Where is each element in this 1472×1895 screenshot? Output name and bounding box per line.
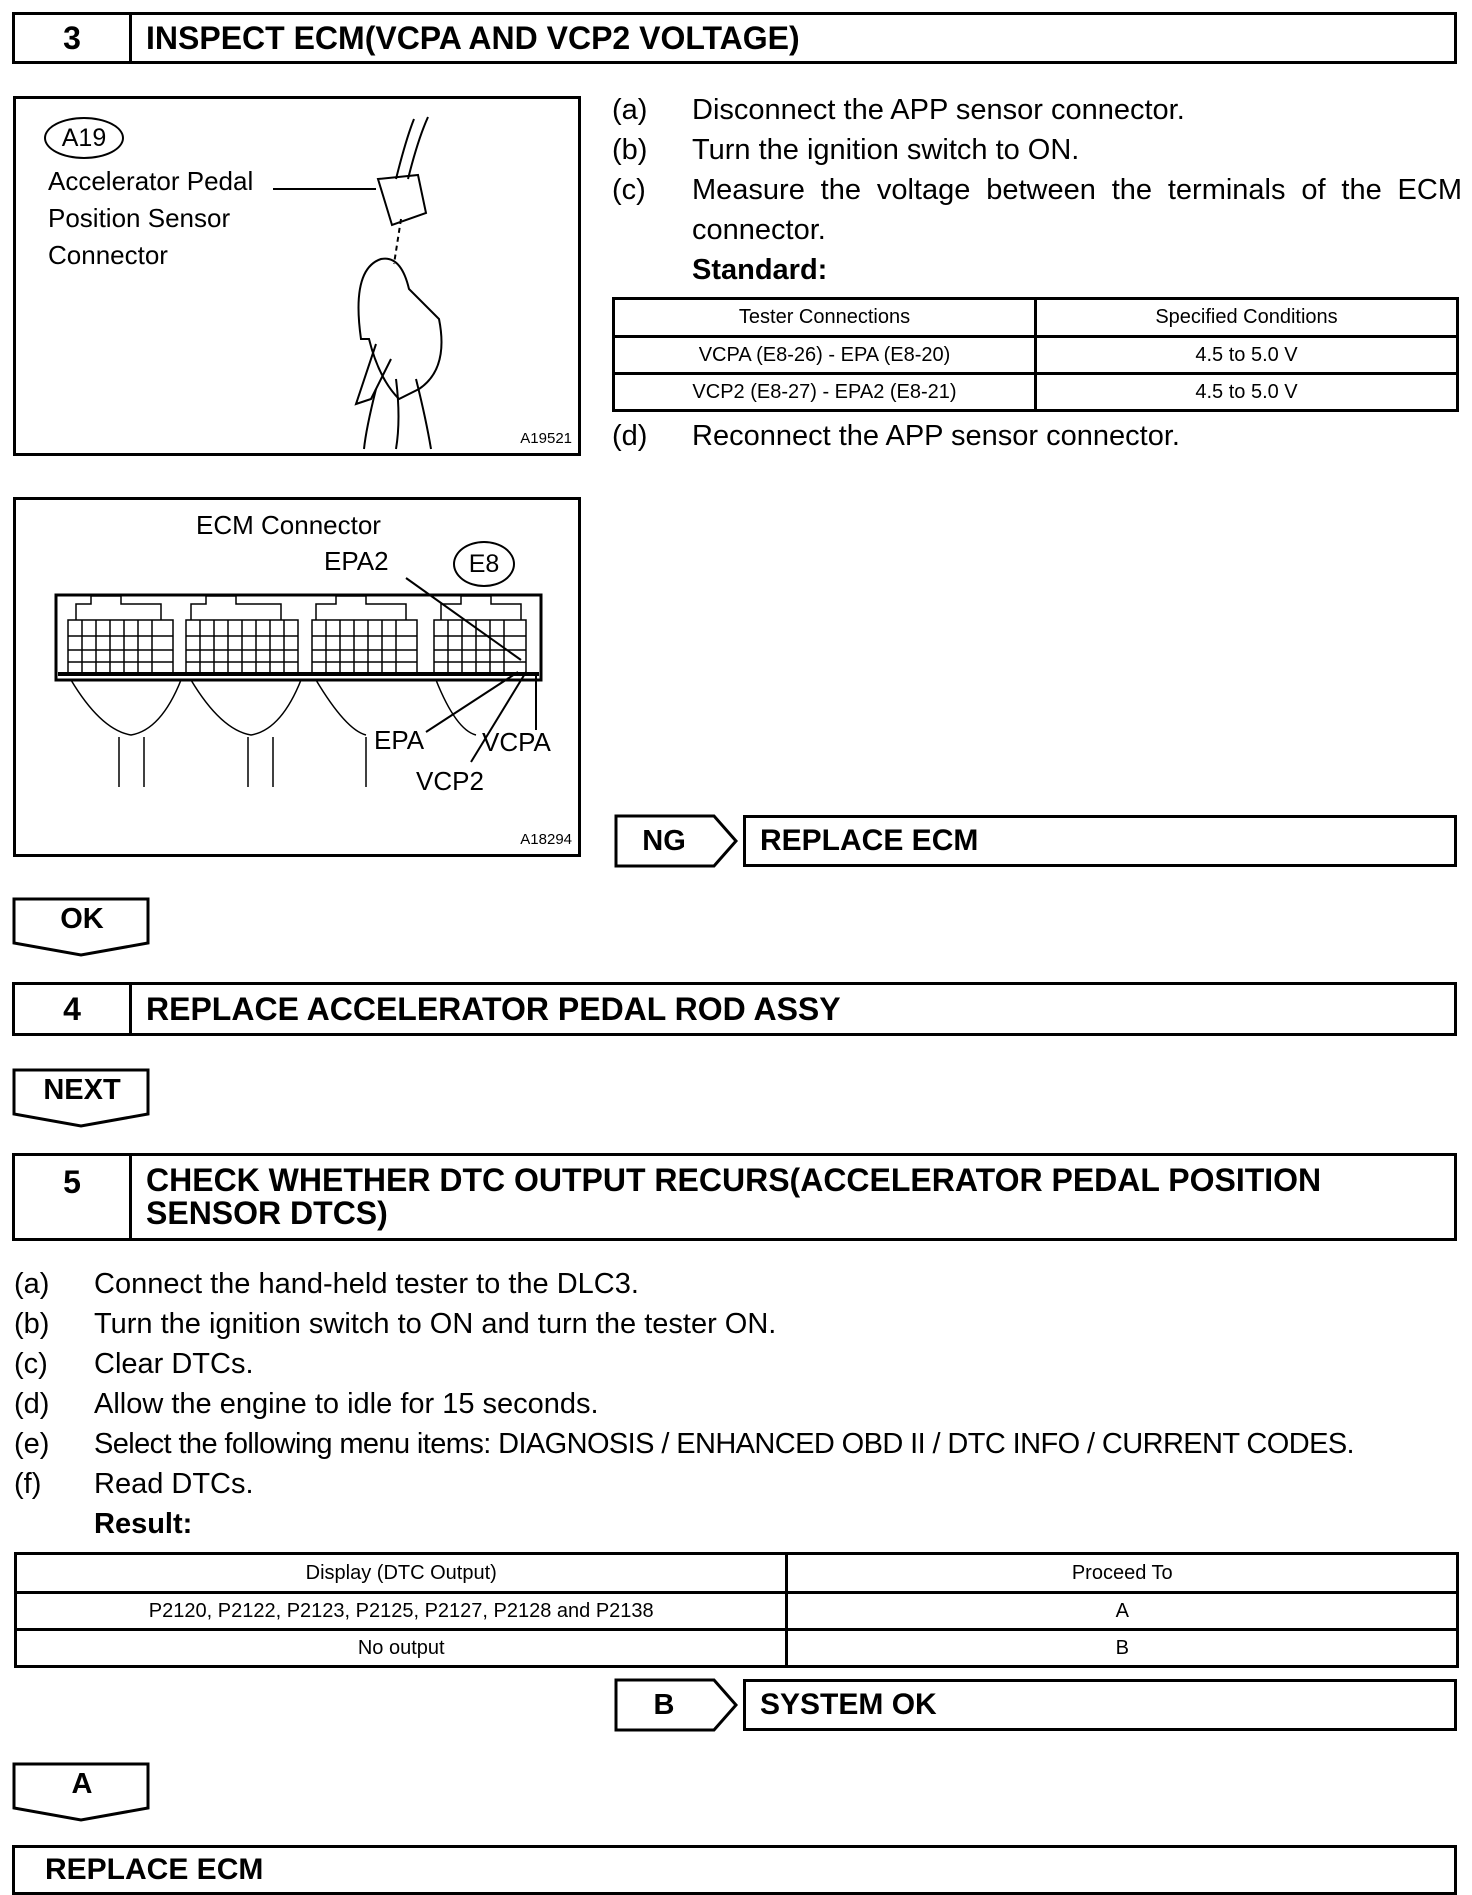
table-row — [16, 1593, 1458, 1630]
table-row — [614, 374, 1458, 411]
pin-label-epa: EPA — [374, 725, 425, 755]
pin-label-vcpa: VCPA — [482, 727, 551, 757]
label-line: Accelerator Pedal — [48, 166, 254, 196]
b-label[interactable]: B — [653, 1689, 675, 1721]
a-branch[interactable] — [12, 1762, 152, 1822]
table-header-row — [16, 1554, 1458, 1593]
next-label: NEXT — [43, 1074, 121, 1106]
pin-label-epa2: EPA2 — [324, 546, 389, 576]
instruction-label: (d) — [14, 1388, 50, 1420]
label-line: Connector — [48, 240, 168, 270]
instruction-label: (d) — [612, 420, 648, 452]
next-branch[interactable] — [12, 1068, 152, 1128]
table-header: Display (DTC Output) — [16, 1554, 787, 1593]
ok-label: OK — [60, 903, 104, 935]
step-title: INSPECT ECM(VCPA AND VCP2 VOLTAGE) — [146, 19, 800, 56]
instruction-text: Turn the ignition switch to ON and turn the tester ON. — [94, 1308, 777, 1340]
table-cell: 4.5 to 5.0 V — [1036, 374, 1458, 411]
instruction-text: Read DTCs. — [94, 1468, 254, 1500]
ng-action-box[interactable]: REPLACE ECM — [743, 815, 1457, 867]
instruction-text: Select the following menu items: DIAGNOSIS / ENHANCED OBD II / DTC INFO / CURRENT CODES. — [94, 1428, 1355, 1460]
instruction-text: Reconnect the APP sensor connector. — [692, 420, 1180, 452]
pedal-connector-figure — [13, 96, 581, 456]
instruction-label: (c) — [14, 1348, 48, 1380]
instruction-b — [612, 130, 1079, 170]
table-header: Specified Conditions — [1036, 299, 1458, 337]
instruction-text: Clear DTCs. — [94, 1348, 254, 1380]
table-row — [16, 1630, 1458, 1667]
table-cell: A — [787, 1593, 1458, 1630]
standard-label: Standard: — [692, 254, 828, 286]
instruction-label: (b) — [612, 134, 648, 166]
instruction-text: Connect the hand-held tester to the DLC3. — [94, 1268, 639, 1300]
instruction-d — [612, 416, 1180, 456]
step-title: CHECK WHETHER DTC OUTPUT RECURS(ACCELERATOR PEDAL POSITION SENSOR DTCS) — [146, 1162, 1322, 1231]
table-row — [614, 337, 1458, 374]
b-action-box[interactable]: SYSTEM OK — [743, 1679, 1457, 1731]
connector-code-badge: E8 — [453, 541, 515, 587]
step-3-header — [12, 12, 1457, 64]
instruction-label: (f) — [14, 1468, 42, 1500]
instruction-d — [14, 1384, 599, 1424]
table-cell: B — [787, 1630, 1458, 1667]
step-5-header — [12, 1153, 1457, 1241]
ok-branch[interactable] — [12, 897, 152, 957]
result-table — [14, 1552, 1459, 1668]
pin-label-vcp2: VCP2 — [416, 766, 484, 796]
figure-id: A18294 — [520, 831, 572, 848]
instruction-label: (c) — [612, 174, 646, 206]
table-header: Tester Connections — [614, 299, 1036, 337]
instruction-c — [612, 170, 1462, 250]
instruction-e — [14, 1424, 1354, 1464]
instruction-text: Allow the engine to idle for 15 seconds. — [94, 1388, 599, 1420]
table-header: Proceed To — [787, 1554, 1458, 1593]
connector-code-badge: A19 — [44, 117, 124, 159]
table-cell: No output — [16, 1630, 787, 1667]
pedal-connector-drawing — [16, 99, 578, 453]
instruction-label: (a) — [612, 94, 648, 126]
ng-label[interactable]: NG — [642, 825, 686, 857]
step-title: REPLACE ACCELERATOR PEDAL ROD ASSY — [146, 990, 841, 1027]
instruction-f — [14, 1464, 254, 1504]
table-cell: VCPA (E8-26) - EPA (E8-20) — [614, 337, 1036, 374]
ecm-connector-drawing — [16, 500, 578, 854]
result-label: Result: — [94, 1508, 193, 1540]
table-cell: P2120, P2122, P2123, P2125, P2127, P2128 and P2138 — [16, 1593, 787, 1630]
a-label: A — [71, 1768, 93, 1800]
instruction-label: (e) — [14, 1428, 50, 1460]
instruction-label: (b) — [14, 1308, 50, 1340]
label-line: Position Sensor — [48, 203, 231, 233]
instruction-a — [14, 1264, 639, 1304]
final-action-box[interactable]: REPLACE ECM — [12, 1845, 1457, 1895]
step-number: 3 — [15, 15, 132, 61]
instruction-b — [14, 1304, 776, 1344]
ecm-connector-figure — [13, 497, 581, 857]
ecm-connector-title: ECM Connector — [196, 510, 381, 540]
instruction-text: Measure the voltage between the terminals of the ECM connector. — [692, 174, 1462, 246]
step-number: 5 — [15, 1156, 132, 1238]
step-4-header — [12, 982, 1457, 1036]
table-cell: 4.5 to 5.0 V — [1036, 337, 1458, 374]
instruction-c — [14, 1344, 254, 1384]
instruction-text: Disconnect the APP sensor connector. — [692, 94, 1185, 126]
table-cell: VCP2 (E8-27) - EPA2 (E8-21) — [614, 374, 1036, 411]
instruction-text: Turn the ignition switch to ON. — [692, 134, 1080, 166]
figure-id: A19521 — [520, 430, 572, 447]
instruction-a — [612, 90, 1185, 130]
standard-table — [612, 297, 1459, 412]
step-number: 4 — [15, 985, 132, 1033]
table-header-row — [614, 299, 1458, 337]
instruction-label: (a) — [14, 1268, 50, 1300]
